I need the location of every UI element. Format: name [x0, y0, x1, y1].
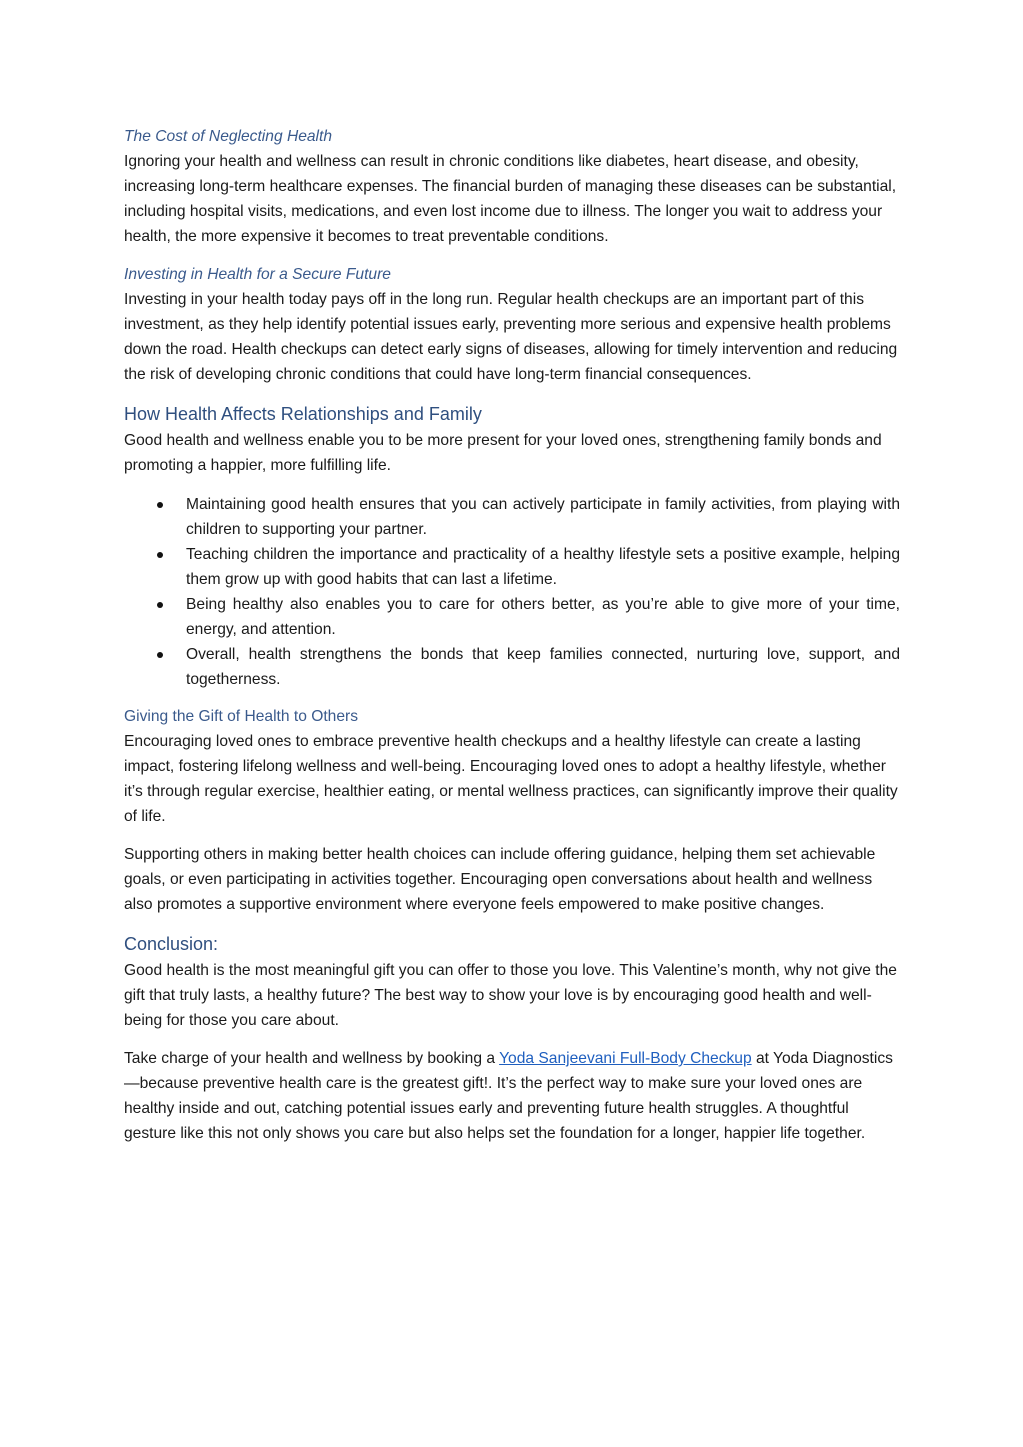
paragraph-relationships: Good health and wellness enable you to be more present for your loved ones, strengthening family bonds and promoting a happier, more fulfilling life. [124, 432, 882, 474]
section-heading-conclusion: Conclusion: [124, 934, 219, 954]
relationships-bullet-list [124, 492, 900, 692]
paragraph-conclusion-2: Take charge of your health and wellness by booking a Yoda Sanjeevani Full-Body Checkup at Yoda Diagnostics—because preventive health care is the greatest gift!. It’s the perfect way to make sure your loved ones are healthy inside and out, catching potential issues early and preventing future health struggles. A thoughtful gesture like this not only shows you care but also helps set the foundation for a longer, happier life together. [124, 1050, 893, 1142]
paragraph-cost: Ignoring your health and wellness can result in chronic conditions like diabetes, heart disease, and obesity, increasing long-term healthcare expenses. The financial burden of managing these diseases can be substantial, including hospital visits, medications, and even lost income due to illness. The longer you wait to address your health, the more expensive it becomes to treat preventable conditions. [124, 153, 897, 245]
list-item: Overall, health strengthens the bonds that keep families connected, nurturing love, support, and togetherness. [124, 642, 900, 692]
section-heading-gift: Giving the Gift of Health to Others [124, 708, 359, 725]
bullet-icon [157, 652, 163, 658]
paragraph-gift-2: Supporting others in making better health choices can include offering guidance, helping them set achievable goals, or even participating in activities together. Encouraging open conversations about health and wellness also promotes a supportive environment where everyone feels empowered to make positive changes. [124, 846, 876, 913]
bullet-icon [157, 552, 163, 558]
list-item: Maintaining good health ensures that you can actively participate in family activities, from playing with children to supporting your partner. [124, 492, 900, 542]
document-page [124, 124, 900, 1146]
section-heading-relationships: How Health Affects Relationships and Family [124, 404, 482, 424]
list-item: Being healthy also enables you to care for others better, as you’re able to give more of your time, energy, and attention. [124, 592, 900, 642]
section-heading-investing: Investing in Health for a Secure Future [124, 266, 391, 283]
bullet-icon [157, 602, 163, 608]
checkup-link[interactable]: Yoda Sanjeevani Full-Body Checkup [499, 1050, 752, 1067]
bullet-icon [157, 502, 163, 508]
paragraph-gift-1: Encouraging loved ones to embrace preventive health checkups and a healthy lifestyle can create a lasting impact, fostering lifelong wellness and well-being. Encouraging loved ones to adopt a healthy lifestyle, whether it’s through regular exercise, healthier eating, or mental wellness practices, can significantly improve their quality of life. [124, 733, 898, 825]
paragraph-conclusion-1: Good health is the most meaningful gift you can offer to those you love. This Valentine’s month, why not give the gift that truly lasts, a healthy future? The best way to show your love is by encouraging good health and well-being for those you care about. [124, 962, 897, 1029]
paragraph-investing: Investing in your health today pays off in the long run. Regular health checkups are an important part of this investment, as they help identify potential issues early, preventing more serious and expensive health problems down the road. Health checkups can detect early signs of diseases, allowing for timely intervention and reducing the risk of developing chronic conditions that could have long-term financial consequences. [124, 291, 898, 383]
section-heading-cost: The Cost of Neglecting Health [124, 128, 333, 145]
list-item: Teaching children the importance and practicality of a healthy lifestyle sets a positive example, helping them grow up with good habits that can last a lifetime. [124, 542, 900, 592]
